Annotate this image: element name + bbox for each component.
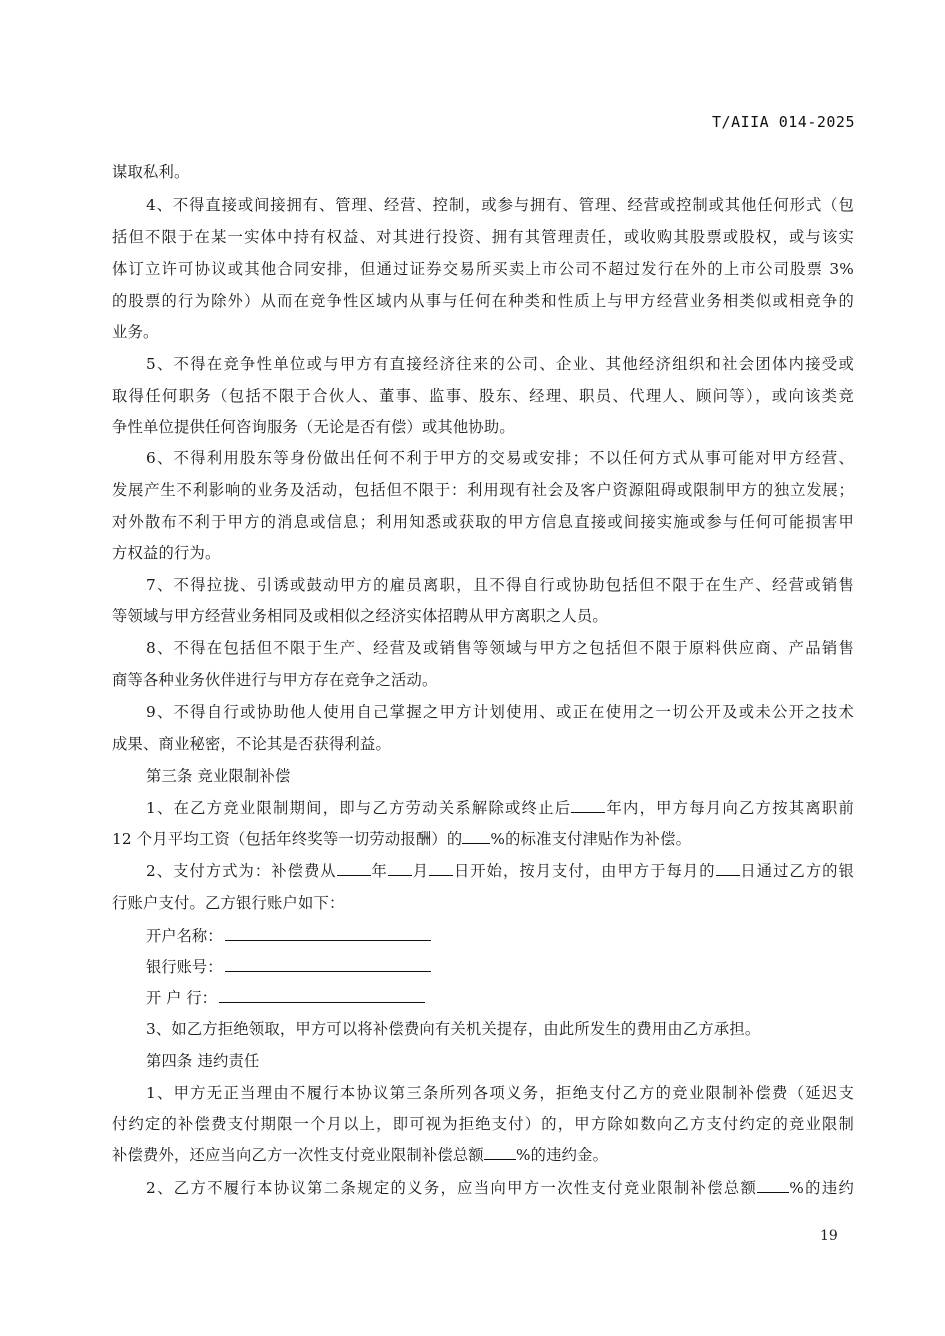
text-segment: %的标准支付津贴作为补偿。 (490, 830, 692, 848)
clause-4-line: 4、不得直接或间接拥有、管理、经营、控制，或参与拥有、管理、经营或控制或其他任何形式（包 (146, 196, 854, 214)
paragraph-line: 的股票的行为除外）从而在竞争性区域内从事与任何在种类和性质上与甲方经营业务相类似或相竞争的 (112, 292, 854, 310)
penalty-percent-blank[interactable] (484, 1145, 516, 1160)
text-segment: 2、支付方式为：补偿费从 (146, 862, 337, 880)
account-number-blank[interactable] (225, 957, 431, 972)
paragraph-line: 体订立许可协议或其他合同安排，但通过证券交易所买卖上市公司不超过发行在外的上市公司股票 3% (112, 260, 854, 278)
text-segment: %的违约金。 (515, 1146, 609, 1164)
text-segment: 年 (370, 862, 388, 880)
paragraph-line: 谋取私利。 (112, 163, 190, 181)
clause-9-line: 9、不得自行或协助他人使用自己掌握之甲方计划使用、或正在使用之一切公开及或未公开之技术 (146, 703, 854, 721)
text-segment: 12 个月平均工资（包括年终奖等一切劳动报酬）的 (112, 830, 463, 848)
penalty-percent-blank[interactable] (757, 1178, 789, 1193)
field-label: 开户名称： (146, 927, 223, 945)
field-label: 银行账号： (146, 958, 223, 976)
clause-5-line: 5、不得在竞争性单位或与甲方有直接经济往来的公司、企业、其他经济组织和社会团体内接受或 (146, 355, 854, 373)
bank-branch-blank[interactable] (219, 988, 425, 1003)
paragraph-line: 行账户支付。乙方银行账户如下： (112, 894, 345, 912)
paragraph-line: 争性单位提供任何咨询服务（无论是否有偿）或其他协助。 (112, 418, 515, 436)
percent-blank[interactable] (462, 829, 490, 844)
start-day-blank[interactable] (429, 861, 453, 876)
text-segment: 年内，甲方每月向乙方按其离职前 (605, 799, 854, 817)
paragraph-line: 付约定的补偿费支付期限一个月以上，即可视为拒绝支付）的，甲方除如数向乙方支付约定的竞业限制 (112, 1115, 854, 1133)
text-segment: 补偿费外，还应当向乙方一次性支付竞业限制补偿总额 (112, 1146, 484, 1164)
paragraph-line: 成果、商业秘密，不论其是否获得利益。 (112, 735, 391, 753)
text-segment: 日通过乙方的银 (739, 862, 855, 880)
paragraph-line: 对外散布不利于甲方的消息或信息；利用知悉或获取的甲方信息直接或间接实施或参与任何可能损害甲 (112, 513, 854, 531)
paragraph-line: 取得任何职务（包括不限于合伙人、董事、监事、股东、经理、职员、代理人、顾问等），或向该类竞 (112, 387, 854, 405)
section-heading-article-4: 第四条 违约责任 (146, 1052, 260, 1070)
text-segment: 1、在乙方竞业限制期间，即与乙方劳动关系解除或终止后 (146, 799, 572, 817)
bank-field-account-number (146, 957, 431, 977)
article-3-clause-3-line: 3、如乙方拒绝领取，甲方可以将补偿费向有关机关提存，由此所发生的费用由乙方承担。 (146, 1020, 761, 1038)
paragraph-line: 括但不限于在某一实体中持有权益、对其进行投资、拥有其管理责任，或收购其股票或股权，或与该实 (112, 228, 854, 246)
article-3-clause-1-line (146, 798, 854, 818)
clause-8-line: 8、不得在包括但不限于生产、经营及或销售等领域与甲方之包括但不限于原料供应商、产品销售 (146, 639, 854, 657)
clause-6-line: 6、不得利用股东等身份做出任何不利于甲方的交易或安排；不以任何方式从事可能对甲方经营、 (146, 449, 854, 467)
text-segment: 2、乙方不履行本协议第二条规定的义务，应当向甲方一次性支付竞业限制补偿总额 (146, 1179, 758, 1197)
paragraph-line (112, 829, 854, 849)
text-segment: 月 (411, 862, 430, 880)
paragraph-line (112, 1145, 854, 1165)
paragraph-line: 方权益的行为。 (112, 544, 221, 562)
article-4-clause-1-line: 1、甲方无正当理由不履行本协议第三条所列各项义务，拒绝支付乙方的竞业限制补偿费（延迟支 (146, 1084, 854, 1102)
document-code-header: T/AIIA 014-2025 (712, 113, 855, 131)
field-label: 开 户 行： (146, 989, 217, 1007)
paragraph-line: 发展产生不利影响的业务及活动，包括但不限于：利用现有社会及客户资源阻碍或限制甲方的独立发展； (112, 481, 854, 499)
bank-field-account-name (146, 926, 431, 946)
paragraph-line: 业务。 (112, 323, 159, 341)
bank-field-bank-branch (146, 988, 425, 1008)
text-segment: 日开始，按月支付，由甲方于每月的 (453, 862, 716, 880)
payment-day-blank[interactable] (716, 861, 740, 876)
article-3-clause-2-line (146, 861, 854, 881)
text-segment: %的违约 (789, 1179, 854, 1197)
paragraph-line: 商等各种业务伙伴进行与甲方存在竞争之活动。 (112, 671, 438, 689)
paragraph-line: 等领域与甲方经营业务相同及或相似之经济实体招聘从甲方离职之人员。 (112, 607, 608, 625)
clause-7-line: 7、不得拉拢、引诱或鼓动甲方的雇员离职，且不得自行或协助包括但不限于在生产、经营或销售 (146, 576, 854, 594)
page-number: 19 (820, 1228, 838, 1244)
start-month-blank[interactable] (388, 861, 412, 876)
years-blank[interactable] (571, 798, 605, 813)
article-4-clause-2-line (146, 1178, 854, 1198)
start-year-blank[interactable] (337, 861, 371, 876)
account-name-blank[interactable] (225, 926, 431, 941)
section-heading-article-3: 第三条 竞业限制补偿 (146, 767, 291, 785)
